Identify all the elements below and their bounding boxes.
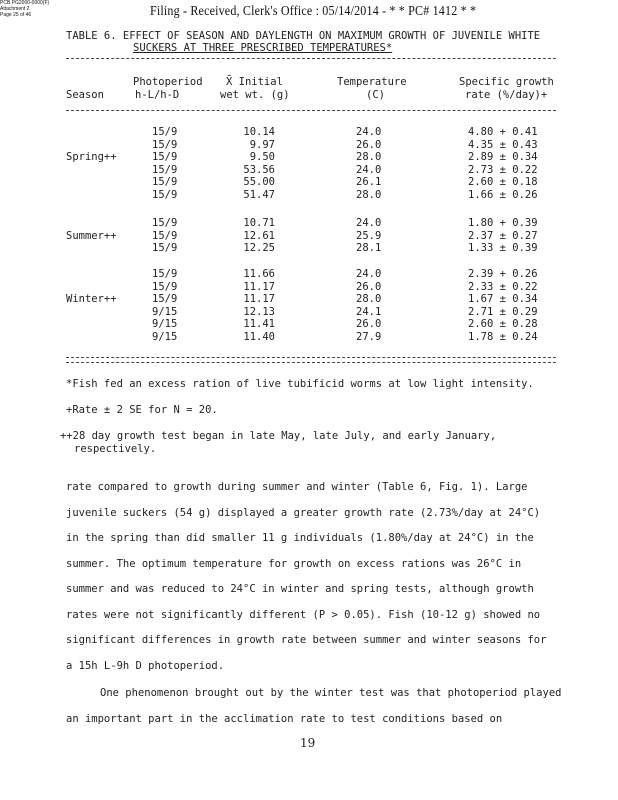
cell-growth-rate: 2.71 ± 0.29 — [468, 305, 538, 318]
header-growth-rate: Specific growth — [459, 76, 554, 88]
header-rule — [66, 110, 556, 111]
cell-growth-rate: 2.73 ± 0.22 — [468, 163, 538, 176]
cell-initial-weight: 11.41 — [243, 318, 275, 331]
cell-photoperiod: 15/9 — [152, 138, 178, 151]
footnote-3-cont: respectively. — [74, 443, 157, 455]
cell-initial-weight: 53.56 — [243, 163, 275, 176]
cell-photoperiod: 15/9 — [152, 189, 178, 201]
table-title-line-2: SUCKERS AT THREE PRESCRIBED TEMPERATURES* — [133, 42, 393, 54]
cell-initial-weight: 12.25 — [243, 242, 275, 255]
cell-temperature: 24.1 — [356, 305, 382, 318]
cell-temperature: 26.1 — [356, 176, 382, 189]
cell-initial-weight: 9.97 — [249, 138, 275, 151]
header-photoperiod-units: h-L/h-D — [135, 89, 180, 101]
cell-temperature: 28.0 — [356, 189, 382, 201]
cell-initial-weight: 11.17 — [243, 293, 275, 306]
cell-growth-rate: 2.89 ± 0.34 — [468, 151, 538, 164]
cell-temperature: 28.0 — [356, 151, 382, 164]
cell-photoperiod: 15/9 — [152, 217, 178, 229]
cell-initial-weight: 12.61 — [243, 229, 275, 242]
cell-photoperiod: 15/9 — [152, 163, 178, 176]
cell-photoperiod: 15/9 — [152, 229, 178, 242]
cell-initial-weight: 11.40 — [243, 331, 275, 343]
cell-initial-weight: 55.00 — [243, 176, 275, 189]
cell-photoperiod: 15/9 — [152, 293, 178, 306]
footnote-3: ++28 day growth test began in late May, late July, and early January, — [60, 430, 497, 442]
cell-temperature: 26.0 — [356, 138, 382, 151]
cell-photoperiod: 9/15 — [152, 305, 178, 318]
header-temperature-units: (C) — [366, 89, 385, 101]
header-initial-weight-units: wet wt. (g) — [220, 89, 290, 101]
footnote-1: *Fish fed an excess ration of live tubificid worms at low light intensity. — [66, 378, 534, 390]
cell-initial-weight: 10.14 — [243, 126, 275, 138]
body-line: rate compared to growth during summer and winter (Table 6, Fig. 1). Large — [66, 481, 528, 493]
cell-growth-rate: 2.37 ± 0.27 — [468, 229, 538, 242]
body-line: significant differences in growth rate between summer and winter seasons for — [66, 634, 547, 646]
filing-header: Filing - Received, Clerk's Office : 05/14/2014 - * * PC# 1412 * * — [150, 4, 477, 19]
body-line: summer and was reduced to 24°C in winter and spring tests, although growth — [66, 583, 534, 595]
table-bottom-rule — [66, 357, 556, 358]
header-temperature: Temperature — [337, 76, 407, 88]
cell-growth-rate: 2.39 + 0.26 — [468, 268, 538, 280]
header-growth-rate-units: rate (%/day)+ — [465, 89, 548, 101]
cell-growth-rate: 2.33 ± 0.22 — [468, 280, 538, 293]
cell-photoperiod: 9/15 — [152, 331, 178, 343]
table-title-line-1: TABLE 6. EFFECT OF SEASON AND DAYLENGTH ON MAXIMUM GROWTH OF JUVENILE WHITE — [66, 30, 541, 42]
body-line: juvenile suckers (54 g) displayed a greater growth rate (2.73%/day at 24°C) — [66, 507, 541, 519]
filing-stamp — [0, 0, 49, 18]
cell-growth-rate: 4.35 ± 0.43 — [468, 138, 538, 151]
cell-initial-weight: 11.17 — [243, 280, 275, 293]
header-season: Season — [66, 89, 104, 101]
cell-temperature: 27.9 — [356, 331, 382, 343]
cell-temperature: 24.0 — [356, 163, 382, 176]
body-line: rates were not significantly different (P > 0.05). Fish (10-12 g) showed no — [66, 609, 541, 621]
cell-growth-rate: 1.80 + 0.39 — [468, 217, 538, 229]
season-label: Summer++ — [66, 229, 117, 242]
body-line: summer. The optimum temperature for growth on excess rations was 26°C in — [66, 558, 522, 570]
footnote-2: +Rate ± 2 SE for N = 20. — [66, 404, 218, 416]
table-top-rule — [66, 58, 556, 59]
cell-growth-rate: 2.60 ± 0.18 — [468, 176, 538, 189]
cell-temperature: 26.0 — [356, 280, 382, 293]
header-photoperiod: Photoperiod — [133, 76, 203, 88]
cell-growth-rate: 1.66 ± 0.26 — [468, 189, 538, 201]
stamp-line: Attachment 2 — [0, 6, 30, 12]
body-line: a 15h L-9h D photoperiod. — [66, 660, 225, 672]
page-number: 19 — [300, 736, 316, 750]
cell-initial-weight: 11.66 — [243, 268, 275, 280]
stamp-line: Page 25 of 46 — [0, 12, 32, 18]
body-line: One phenomenon brought out by the winter test was that photoperiod played — [100, 687, 562, 699]
body-line: in the spring than did smaller 11 g individuals (1.80%/day at 24°C) in the — [66, 532, 534, 544]
cell-growth-rate: 1.78 ± 0.24 — [468, 331, 538, 343]
cell-growth-rate: 1.33 ± 0.39 — [468, 242, 538, 255]
cell-temperature: 28.1 — [356, 242, 382, 255]
cell-photoperiod: 15/9 — [152, 151, 178, 164]
cell-temperature: 25.9 — [356, 229, 382, 242]
cell-initial-weight: 12.13 — [243, 305, 275, 318]
cell-growth-rate: 2.60 ± 0.28 — [468, 318, 538, 331]
table-bottom-rule-2 — [66, 362, 556, 363]
cell-photoperiod: 15/9 — [152, 176, 178, 189]
season-label: Spring++ — [66, 151, 117, 164]
body-line: an important part in the acclimation rate to test conditions based on — [66, 713, 503, 725]
cell-photoperiod: 15/9 — [152, 268, 178, 280]
cell-initial-weight: 9.50 — [249, 151, 275, 164]
cell-photoperiod: 15/9 — [152, 126, 178, 138]
cell-temperature: 24.0 — [356, 126, 382, 138]
header-initial-weight: X̄ Initial — [226, 76, 283, 88]
cell-temperature: 24.0 — [356, 217, 382, 229]
season-label: Winter++ — [66, 293, 117, 306]
cell-temperature: 26.0 — [356, 318, 382, 331]
cell-temperature: 28.0 — [356, 293, 382, 306]
cell-initial-weight: 51.47 — [243, 189, 275, 201]
cell-growth-rate: 4.80 + 0.41 — [468, 126, 538, 138]
stamp-line: PCB PG2000-0000(F) — [0, 0, 50, 6]
cell-initial-weight: 10.71 — [243, 217, 275, 229]
cell-photoperiod: 15/9 — [152, 242, 178, 255]
cell-temperature: 24.0 — [356, 268, 382, 280]
cell-photoperiod: 15/9 — [152, 280, 178, 293]
cell-growth-rate: 1.67 ± 0.34 — [468, 293, 538, 306]
cell-photoperiod: 9/15 — [152, 318, 178, 331]
